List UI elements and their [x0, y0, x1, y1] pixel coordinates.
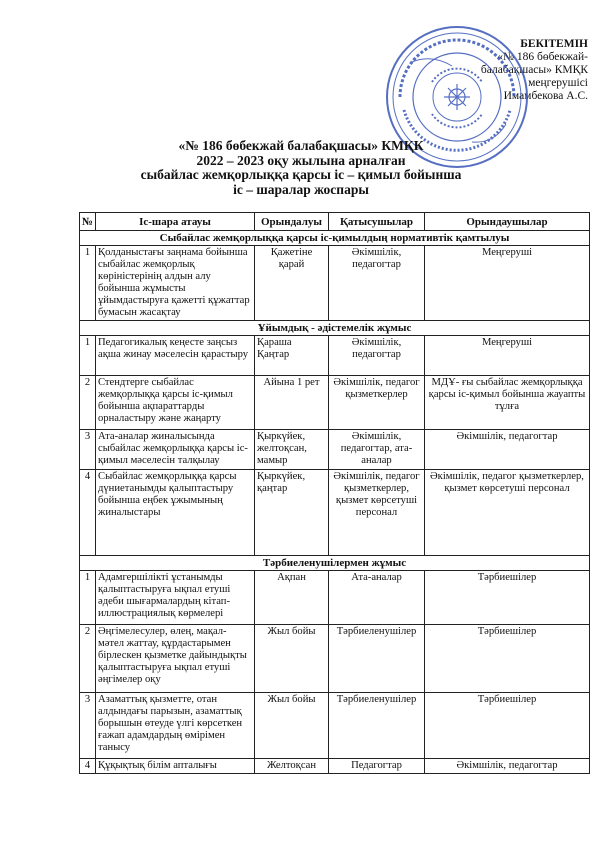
activity-participants: Әкімшілік, педагогтар [329, 246, 425, 321]
activity-participants: Әкімшілік, педагог қызметкерлер, қызмет көрсетуші персонал [329, 470, 425, 556]
activity-timing: Айына 1 рет [255, 376, 329, 430]
activity-timing: Жыл бойы [255, 693, 329, 759]
column-header-timing: Орындалуы [255, 213, 329, 231]
row-number: 1 [80, 571, 96, 625]
approval-line: Имамбекова А.С. [503, 90, 588, 102]
table-row [80, 336, 590, 376]
activity-name: Сыбайлас жемқорлыққа қарсы дүниетанымды қалыптастыру бойынша еңбек ұжымының жиналыстары [96, 470, 255, 556]
table-row [80, 376, 590, 430]
table-header-row [80, 213, 590, 231]
activity-participants: Тәрбиеленушілер [329, 693, 425, 759]
activity-participants: Педагогтар [329, 759, 425, 774]
row-number: 1 [80, 336, 96, 376]
table-row [80, 693, 590, 759]
activity-name: Құқықтық білім апталығы [96, 759, 255, 774]
table-row [80, 470, 590, 556]
section-row [80, 321, 590, 336]
activity-executors: Әкімшілік, педагогтар [425, 759, 590, 774]
activity-name: Ата-аналар жиналысында сыбайлас жемқорлыққа қарсы іс-қимыл мәселесін талқылау [96, 430, 255, 470]
table-row [80, 430, 590, 470]
activity-executors: Тәрбиешілер [425, 571, 590, 625]
activity-timing: Қажетіне қарай [255, 246, 329, 321]
table-row [80, 571, 590, 625]
column-header-number: № [80, 213, 96, 231]
row-number: 3 [80, 430, 96, 470]
column-header-participants: Қатысушылар [329, 213, 425, 231]
document-title [0, 139, 602, 197]
section-row [80, 231, 590, 246]
activity-timing: Қыркүйек, қаңтар [255, 470, 329, 556]
approval-line: меңгерушісі [528, 77, 588, 89]
section-title: Ұйымдық - әдістемелік жұмыс [80, 321, 590, 336]
table-row [80, 246, 590, 321]
activity-timing: Қыркүйек, желтоқсан, мамыр [255, 430, 329, 470]
title-line: іс – шаралар жоспары [233, 181, 369, 197]
activity-plan-table [79, 212, 590, 774]
activity-timing: Қараша Қаңтар [255, 336, 329, 376]
activity-executors: Меңгеруші [425, 246, 590, 321]
row-number: 3 [80, 693, 96, 759]
activity-participants: Ата-аналар [329, 571, 425, 625]
activity-participants: Әкімшілік, педагогтар [329, 336, 425, 376]
activity-executors: Әкімшілік, педагогтар [425, 430, 590, 470]
row-number: 2 [80, 625, 96, 693]
activity-executors: Тәрбиешілер [425, 625, 590, 693]
activity-name: Қолданыстағы заңнама бойынша сыбайлас жемқорлық көріністерінің алдын алу бойынша жұмысты ұйымдастыруға қажетті құжаттар бумасын жасақтау [96, 246, 255, 321]
row-number: 1 [80, 246, 96, 321]
section-title: Сыбайлас жемқорлыққа қарсы іс-қимылдың нормативтік қамтылуы [80, 231, 590, 246]
approval-line: балабақшасы» КМҚК [480, 64, 588, 76]
activity-executors: Меңгеруші [425, 336, 590, 376]
activity-timing: Ақпан [255, 571, 329, 625]
title-line: сыбайлас жемқорлыққа қарсы іс – қимыл бойынша [140, 167, 462, 182]
activity-executors: Әкімшілік, педагог қызметкерлер, қызмет көрсетуші персонал [425, 470, 590, 556]
approval-line: «№ 186 бөбекжай- [497, 51, 588, 63]
activity-executors: МДҰ- ғы сыбайлас жемқорлыққа қарсы іс-қимыл бойынша жауапты тұлға [425, 376, 590, 430]
approval-heading: БЕКІТЕМІН [520, 38, 588, 50]
column-header-executors: Орындаушылар [425, 213, 590, 231]
title-line: 2022 – 2023 оқу жылына арналған [196, 152, 406, 168]
activity-executors: Тәрбиешілер [425, 693, 590, 759]
row-number: 4 [80, 759, 96, 774]
activity-name: Адамгершілікті ұстанымды қалыптастыруға ықпал етуші әдеби шығармалардың кітап-иллюстрациялық көрмелері [96, 571, 255, 625]
table-row [80, 759, 590, 774]
activity-timing: Желтоқсан [255, 759, 329, 774]
activity-name: Әңгімелесулер, өлең, мақал-мәтел жаттау, құрдастарымен бірлескен қызметке дайындықты қалыптастыруға ықпал етуші әңгімелер оқу [96, 625, 255, 693]
activity-name: Стендтерге сыбайлас жемқорлыққа қарсы іс-қимыл бойынша ақпараттарды орналастыру және жаңарту [96, 376, 255, 430]
activity-name: Педагогикалық кеңесте заңсыз ақша жинау мәселесін қарастыру [96, 336, 255, 376]
activity-participants: Тәрбиеленушілер [329, 625, 425, 693]
row-number: 2 [80, 376, 96, 430]
row-number: 4 [80, 470, 96, 556]
activity-name: Азаматтық қызметте, отан алдындағы парызын, азаматтық борышын өтеуде үлгі көрсеткен ғажап адамдардың өмірімен танысу [96, 693, 255, 759]
title-line: «№ 186 бөбекжай балабақшасы» КМҚК [178, 138, 424, 153]
section-title: Тәрбиеленушілермен жұмыс [80, 556, 590, 571]
section-row [80, 556, 590, 571]
table-row [80, 625, 590, 693]
activity-participants: Әкімшілік, педагог қызметкерлер [329, 376, 425, 430]
column-header-activity: Іс-шара атауы [96, 213, 255, 231]
activity-timing: Жыл бойы [255, 625, 329, 693]
activity-participants: Әкімшілік, педагогтар, ата-аналар [329, 430, 425, 470]
